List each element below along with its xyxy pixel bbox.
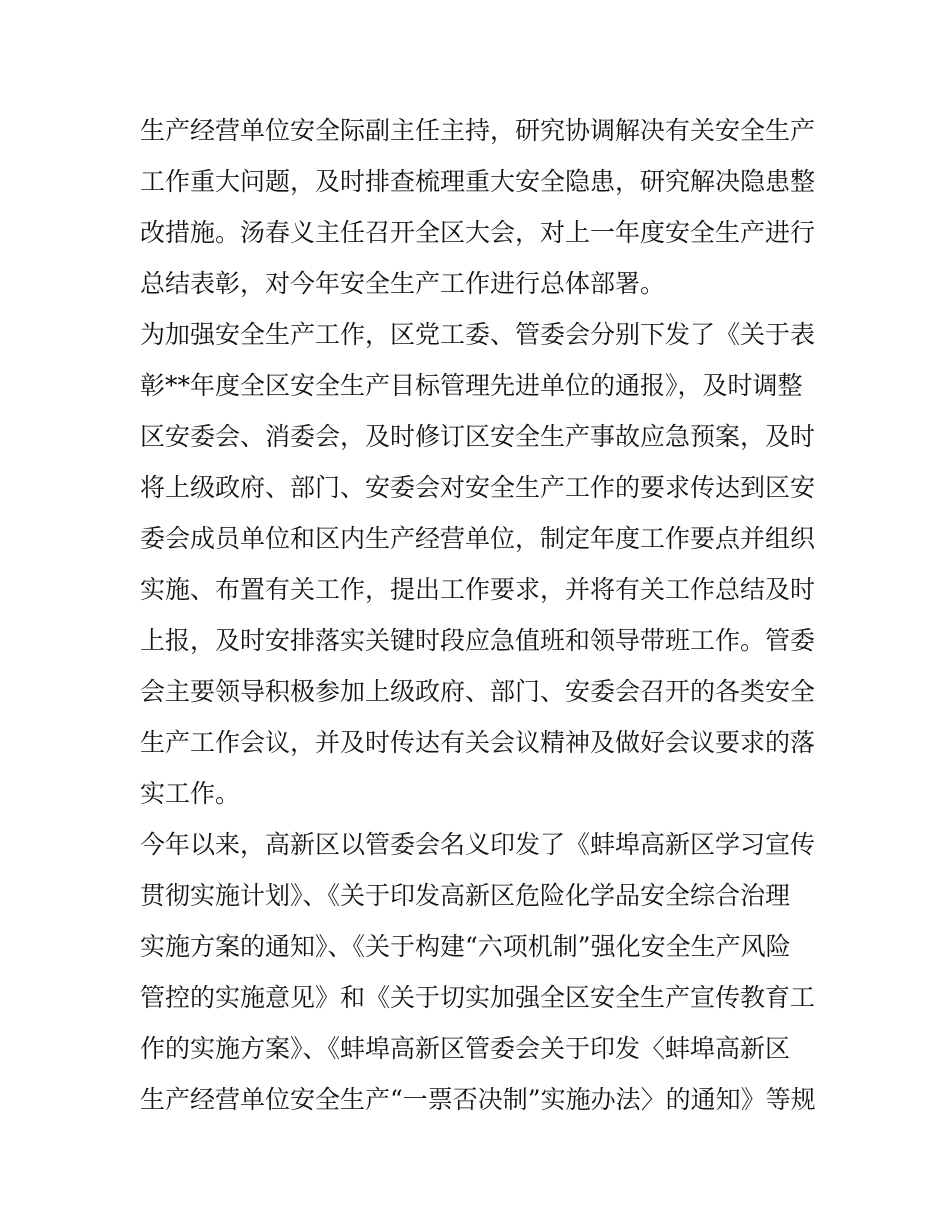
text-line: 彰**年度全区安全生产目标管理先进单位的通报》，及时调整 xyxy=(140,371,803,400)
text-line: 今年以来，高新区以管委会名义印发了《蚌埠高新区学习宣传 xyxy=(140,830,816,859)
text-line: 生产经营单位安全生产“一票否决制”实施办法〉的通知》等规 xyxy=(140,1085,816,1114)
text-line: 区安委会、消委会，及时修订区安全生产事故应急预案，及时 xyxy=(140,422,816,451)
text-line: 工作重大问题，及时排查梳理重大安全隐患，研究解决隐患整 xyxy=(140,167,816,196)
text-line: 贯彻实施计划》、《关于印发高新区危险化学品安全综合治理 xyxy=(140,881,791,910)
text-line: 改措施。汤春义主任召开全区大会，对上一年度安全生产进行 xyxy=(140,218,816,247)
text-line: 生产工作会议，并及时传达有关会议精神及做好会议要求的落 xyxy=(140,728,816,757)
text-line: 实施方案的通知》、《关于构建“六项机制”强化安全生产风险 xyxy=(140,932,791,961)
text-line: 作的实施方案》、《蚌埠高新区管委会关于印发〈蚌埠高新区 xyxy=(140,1034,791,1063)
text-line: 管控的实施意见》和《关于切实加强全区安全生产宣传教育工 xyxy=(140,983,816,1012)
text-line: 委会成员单位和区内生产经营单位，制定年度工作要点并组织 xyxy=(140,524,816,553)
text-line: 实工作。 xyxy=(140,779,241,808)
text-line: 将上级政府、部门、安委会对安全生产工作的要求传达到区安 xyxy=(140,473,816,502)
text-line: 会主要领导积极参加上级政府、部门、安委会召开的各类安全 xyxy=(140,677,816,706)
text-line: 总结表彰，对今年安全生产工作进行总体部署。 xyxy=(140,269,666,298)
text-line: 实施、布置有关工作，提出工作要求，并将有关工作总结及时 xyxy=(140,575,816,604)
text-line: 为加强安全生产工作，区党工委、管委会分别下发了《关于表 xyxy=(140,320,816,349)
text-line: 生产经营单位安全际副主任主持，研究协调解决有关安全生产 xyxy=(140,116,816,145)
text-line: 上报，及时安排落实关键时段应急值班和领导带班工作。管委 xyxy=(140,626,816,655)
document-body xyxy=(140,105,820,1125)
